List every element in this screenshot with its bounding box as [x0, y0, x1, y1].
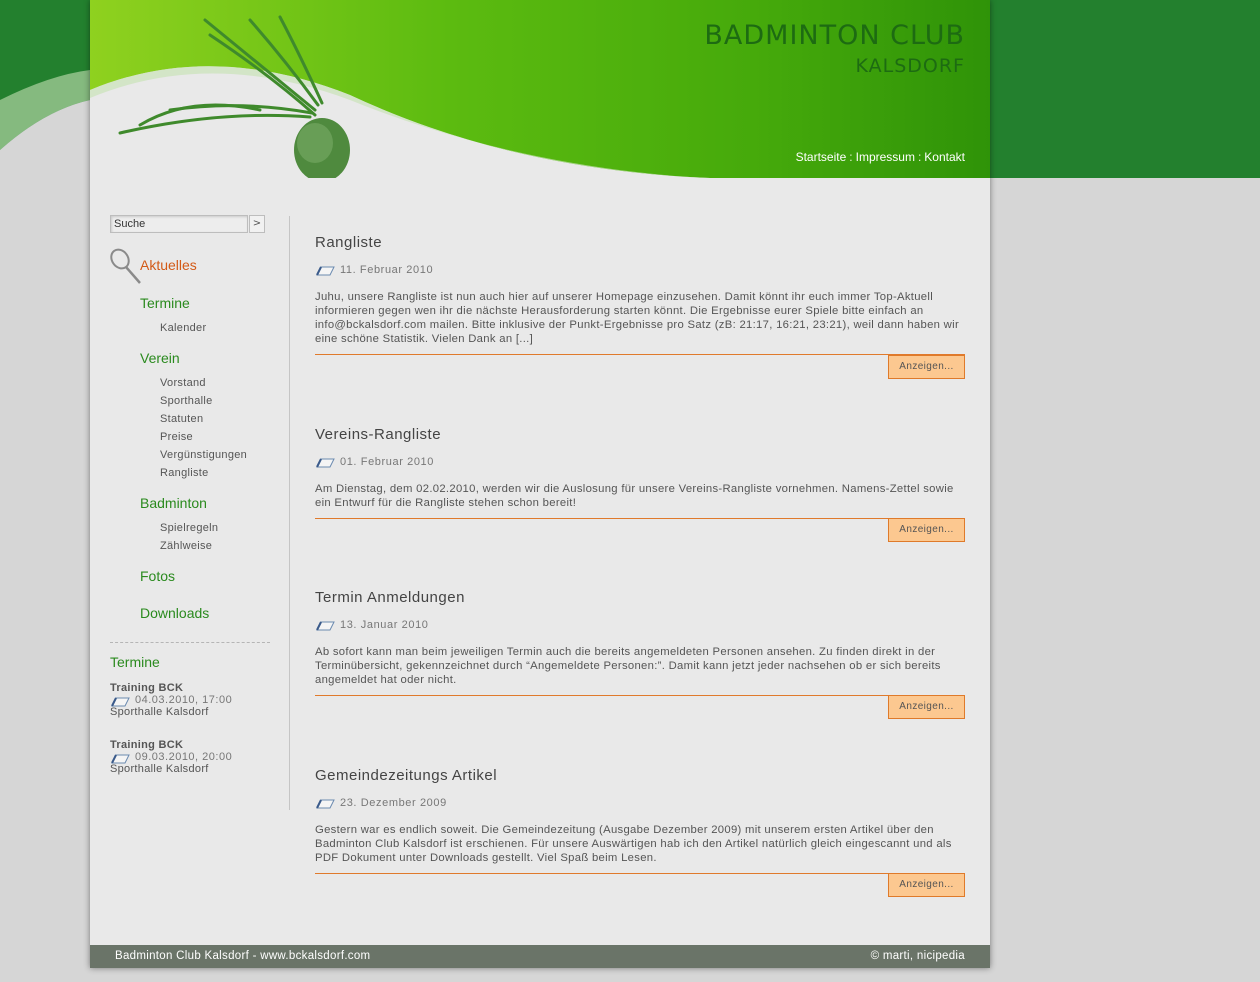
menu-group-downloads [140, 605, 209, 621]
event-date: 04.03.2010, 17:00 [135, 694, 233, 706]
post-text: Gestern war es endlich soweit. Die Gemeindezeitung (Ausgabe Dezember 2009) mit unserem ersten Artikel über den Badminton Club Kalsdorf ist erschienen. Für unsere Auswärtigen hab ich den Artikel natürlich gleich eingescannt und als PDF Dokument unter Downloads gestellt. Viel Spaß beim Lesen. [315, 824, 952, 864]
menu-group-termine [140, 295, 206, 337]
page-container [90, 0, 990, 968]
menu-item-badminton[interactable]: Badminton [140, 495, 207, 511]
news-post [315, 589, 965, 712]
menu-subitem-verguenstigungen[interactable]: Vergünstigungen [160, 449, 248, 461]
menu-item-termine[interactable]: Termine [140, 295, 190, 311]
show-more-button[interactable]: Anzeigen... [888, 355, 965, 379]
sidebar-separator-line [289, 216, 290, 810]
nav-startseite[interactable]: Startseite [795, 150, 847, 164]
nav-impressum[interactable]: Impressum [855, 150, 915, 164]
background-swoosh [0, 0, 90, 178]
sidebar-divider [110, 642, 270, 643]
footer-site-link[interactable]: Badminton Club Kalsdorf - www.bckalsdorf.com [115, 950, 371, 962]
post-text: Juhu, unsere Rangliste ist nun auch hier auf unserer Homepage einzusehen. Damit könnt ihr euch immer Top-Aktuell informieren gegen wen ihr die nächste Herausforderung starten könnt. Die Ergebnisse eurer Spiele bitte einfach an info@bckalsdorf.com mailen. Bitte inklusive der Punkt-Ergebnisse pro Satz (zB: 21:17, 16:21, 23:21), weil dann haben wir eine schöne Statistik. Vielen Dank an [...] [315, 291, 960, 345]
site-subtitle: KALSDORF [855, 55, 965, 77]
calendar-icon [110, 696, 130, 708]
nav-kontakt[interactable]: Kontakt [924, 150, 965, 164]
menu-group-verein [140, 350, 247, 482]
event-title: Training BCK [110, 739, 184, 751]
calendar-icon [315, 798, 335, 810]
menu-subitem-preise[interactable]: Preise [160, 431, 193, 443]
menu-subitem-vorstand[interactable]: Vorstand [160, 377, 206, 389]
footer-credits: © marti, nicipedia [870, 950, 965, 962]
news-post [315, 234, 965, 372]
post-divider [315, 518, 965, 519]
search-input[interactable] [110, 215, 248, 233]
post-date: 13. Januar 2010 [340, 619, 429, 631]
search-box [110, 215, 270, 235]
menu-subitem-sporthalle[interactable]: Sporthalle [160, 395, 213, 407]
top-navigation [796, 150, 965, 164]
calendar-icon [110, 753, 130, 765]
post-title[interactable]: Vereins-Rangliste [315, 426, 442, 443]
menu-subitem-rangliste[interactable]: Rangliste [160, 467, 209, 479]
menu-subitem-spielregeln[interactable]: Spielregeln [160, 522, 219, 534]
calendar-icon [315, 620, 335, 632]
event-item[interactable] [110, 739, 270, 775]
sidebar [110, 215, 270, 775]
calendar-icon [315, 265, 335, 277]
menu-group-badminton [140, 495, 218, 555]
news-post [315, 767, 965, 890]
post-date: 11. Februar 2010 [340, 264, 434, 276]
post-divider [315, 695, 965, 696]
menu-subitem-kalender[interactable]: Kalender [160, 322, 207, 334]
menu-item-verein[interactable]: Verein [140, 350, 180, 366]
menu-subitem-zaehlweise[interactable]: Zählweise [160, 540, 213, 552]
nav-separator: : [917, 150, 922, 164]
calendar-icon [315, 457, 335, 469]
post-divider [315, 873, 965, 874]
menu-item-aktuelles[interactable]: Aktuelles [140, 257, 197, 273]
post-text: Am Dienstag, dem 02.02.2010, werden wir die Auslosung für unsere Vereins-Rangliste vornehmen. Namens-Zettel sowie ein Entwurf für die Rangliste stehen schon bereit! [315, 483, 954, 509]
shuttlecock-icon [110, 5, 350, 178]
menu-group-fotos [140, 568, 175, 584]
racket-icon [110, 247, 144, 285]
menu-item-fotos[interactable]: Fotos [140, 568, 176, 584]
show-more-button[interactable]: Anzeigen... [888, 695, 965, 719]
event-date: 09.03.2010, 20:00 [135, 751, 233, 763]
post-title[interactable]: Termin Anmeldungen [315, 589, 465, 606]
footer [90, 945, 990, 968]
post-text: Ab sofort kann man beim jeweiligen Termin auch die bereits angemeldeten Personen ansehen. Zu finden direkt in der Terminübersicht, gekennzeichnet durch “Angemeldete Personen:”. Damit kann jetzt jeder nachsehen ob er sich bereits angemeldet hat oder nicht. [315, 646, 941, 686]
post-date: 23. Dezember 2009 [340, 797, 447, 809]
menu-subitem-statuten[interactable]: Statuten [160, 413, 204, 425]
event-place: Sporthalle Kalsdorf [110, 763, 209, 775]
post-title[interactable]: Gemeindezeitungs Artikel [315, 767, 498, 784]
events-title: Termine [110, 654, 160, 670]
event-place: Sporthalle Kalsdorf [110, 706, 209, 718]
post-date: 01. Februar 2010 [340, 456, 434, 468]
search-button[interactable]: > [249, 215, 265, 233]
news-post [315, 426, 965, 535]
show-more-button[interactable]: Anzeigen... [888, 873, 965, 897]
post-title[interactable]: Rangliste [315, 234, 383, 251]
menu-item-downloads[interactable]: Downloads [140, 605, 210, 621]
site-title: BADMINTON CLUB [704, 20, 965, 51]
nav-separator: : [849, 150, 853, 164]
post-divider [315, 354, 965, 355]
event-title: Training BCK [110, 682, 184, 694]
header [90, 0, 990, 178]
event-item[interactable] [110, 682, 270, 718]
show-more-button[interactable]: Anzeigen... [888, 518, 965, 542]
